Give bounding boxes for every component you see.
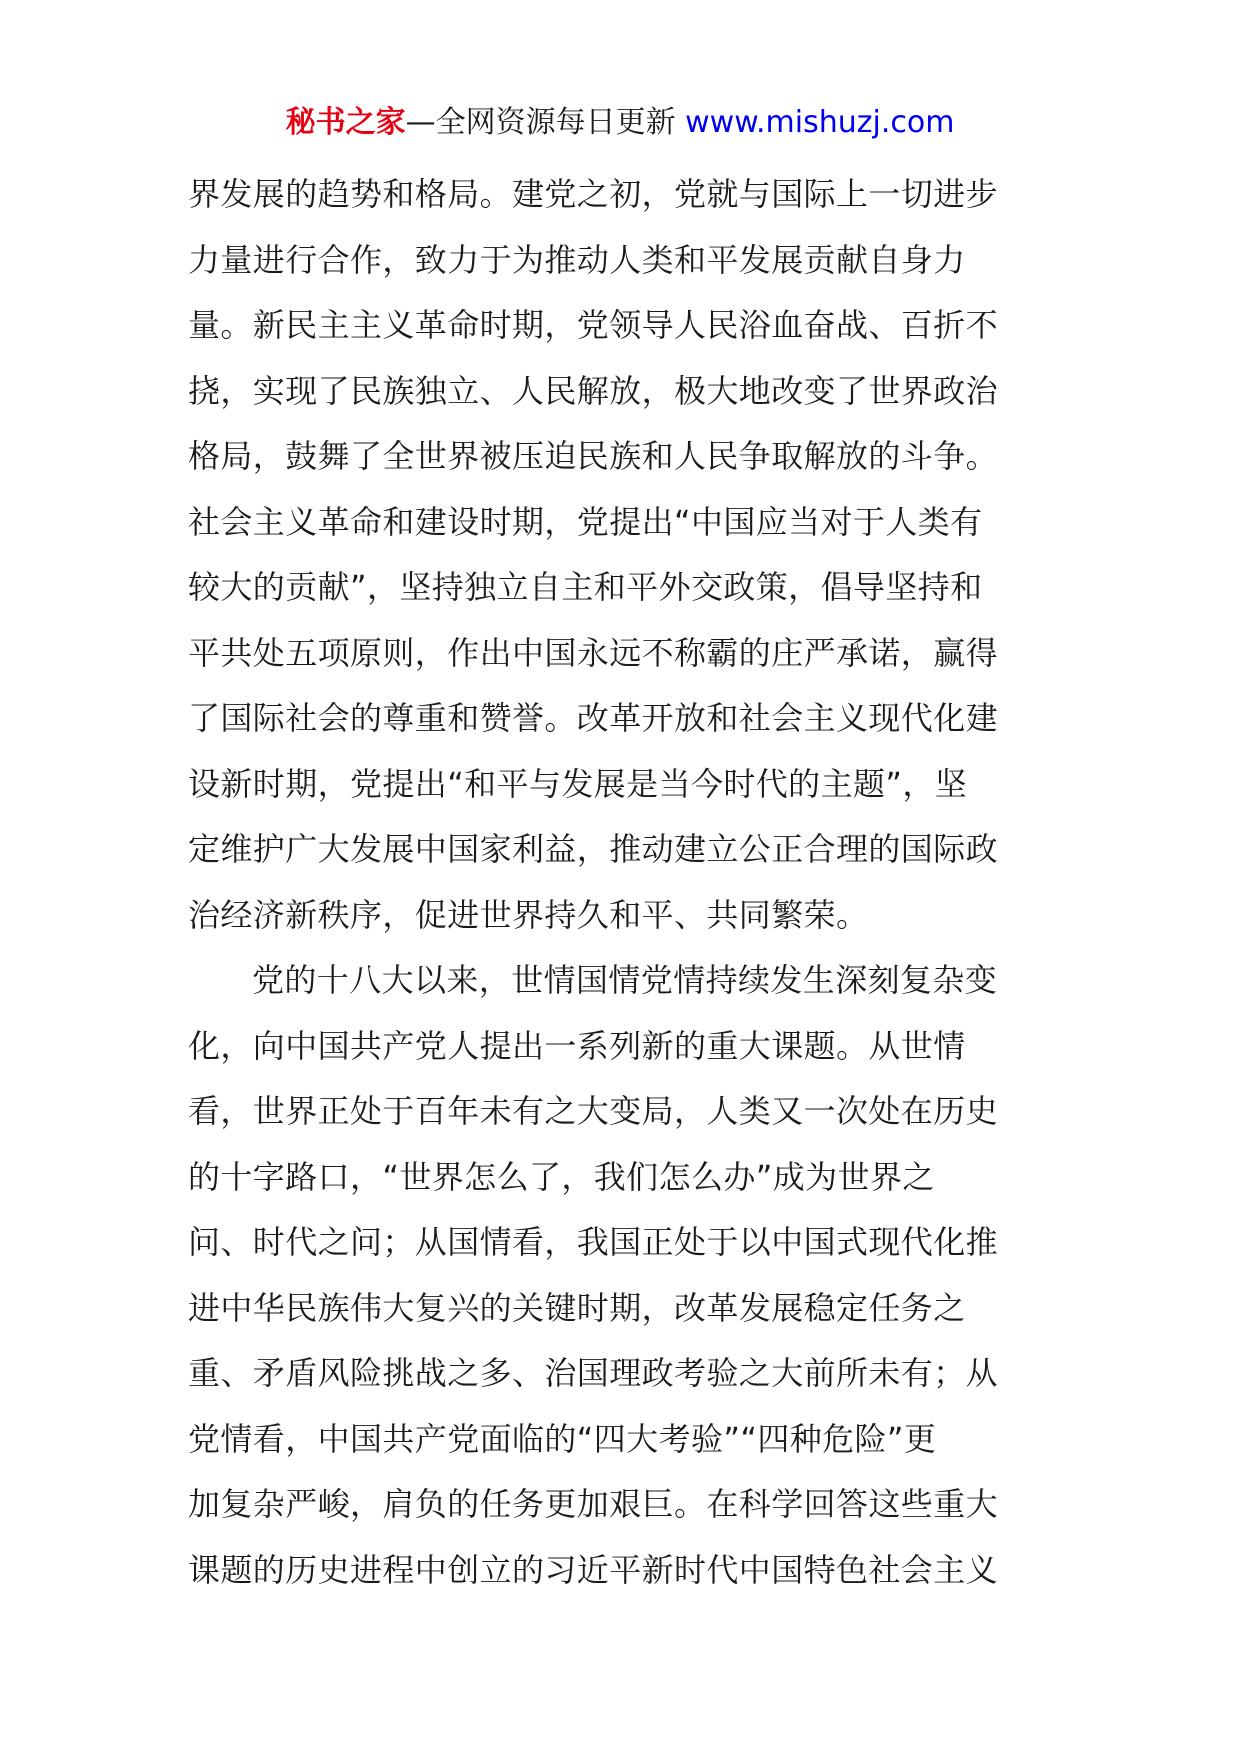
paragraph-line: 治经济新秩序，促进世界持久和平、共同繁荣。	[188, 895, 869, 934]
paragraph	[188, 948, 1056, 1603]
paragraph-line: 社会主义革命和建设时期，党提出“中国应当对于人类有	[188, 502, 983, 541]
paragraph-line: 课题的历史进程中创立的习近平新时代中国特色社会主义	[188, 1550, 999, 1589]
paragraph-line: 挠，实现了民族独立、人民解放，极大地改变了世界政治	[188, 371, 999, 410]
paragraph-line: 党情看，中国共产党面临的“四大考验”“四种危险”更	[188, 1419, 937, 1458]
site-url-link[interactable]: www.mishuzj.com	[685, 105, 955, 140]
page-header	[0, 103, 1240, 143]
header-tagline: —全网资源每日更新	[405, 105, 676, 140]
paragraph-line: 的十字路口，“世界怎么了，我们怎么办”成为世界之	[188, 1157, 935, 1196]
brand-name: 秘书之家	[285, 105, 406, 140]
paragraph-line: 平共处五项原则，作出中国永远不称霸的庄严承诺，赢得	[188, 633, 999, 672]
paragraph-line: 量。新民主主义革命时期，党领导人民浴血奋战、百折不	[188, 306, 999, 344]
paragraph-line: 看，世界正处于百年未有之大变局，人类又一次处在历史	[188, 1092, 999, 1130]
paragraph-line: 加复杂严峻，肩负的任务更加艰巨。在科学回答这些重大	[188, 1485, 999, 1523]
paragraph-line: 化，向中国共产党人提出一系列新的重大课题。从世情	[188, 1026, 966, 1065]
paragraph-line: 力量进行合作，致力于为推动人类和平发展贡献自身力	[188, 240, 966, 279]
paragraph-line: 党的十八大以来，世情国情党情持续发生深刻复杂变	[252, 961, 998, 999]
paragraph-line: 设新时期，党提出“和平与发展是当今时代的主题”，坚	[188, 764, 968, 803]
paragraph-line: 定维护广大发展中国家利益，推动建立公正合理的国际政	[188, 830, 999, 868]
document-body	[188, 162, 1056, 1603]
paragraph-line: 问、时代之问；从国情看，我国正处于以中国式现代化推	[188, 1223, 999, 1261]
paragraph-line: 进中华民族伟大复兴的关键时期，改革发展稳定任务之	[188, 1288, 966, 1327]
paragraph-line: 界发展的趋势和格局。建党之初，党就与国际上一切进步	[188, 175, 999, 213]
paragraph-line: 了国际社会的尊重和赞誉。改革开放和社会主义现代化建	[188, 699, 999, 737]
paragraph-line: 格局，鼓舞了全世界被压迫民族和人民争取解放的斗争。	[188, 437, 999, 475]
paragraph-line: 重、矛盾风险挑战之多、治国理政考验之大前所未有；从	[188, 1354, 999, 1392]
paragraph	[188, 162, 1056, 948]
paragraph-line: 较大的贡献”，坚持独立自主和平外交政策，倡导坚持和	[188, 568, 983, 606]
